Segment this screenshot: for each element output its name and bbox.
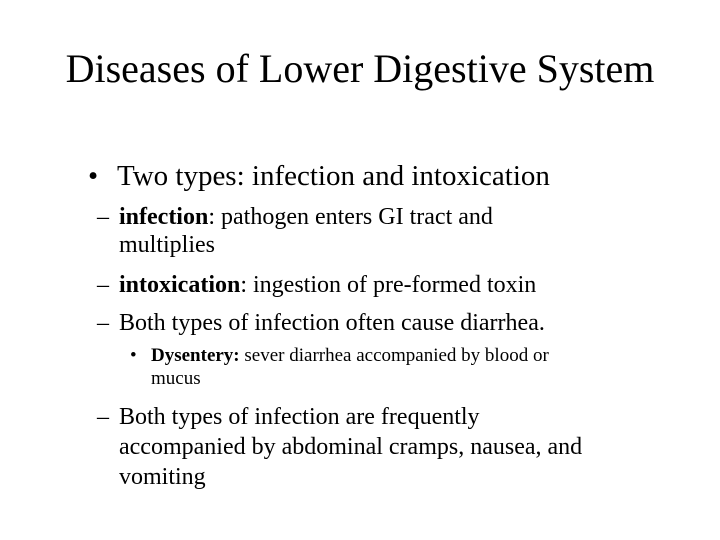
term-infection: infection	[119, 204, 209, 230]
subsub-bullet-dysentery-line1	[151, 344, 549, 367]
sub-bullet-intoxication	[119, 270, 536, 300]
sub-bullet-diarrhea: Both types of infection often cause diarrhea.	[119, 310, 545, 336]
infection-definition: : pathogen enters GI tract and	[208, 204, 493, 230]
sub-bullet-marker: –	[97, 310, 109, 336]
sub-bullet-symptoms-line2: accompanied by abdominal cramps, nausea, and	[119, 434, 583, 460]
subsub-bullet-marker: •	[130, 345, 137, 366]
sub-bullet-symptoms-line3: vomiting	[119, 464, 206, 490]
dysentery-definition: sever diarrhea accompanied by blood or	[239, 345, 549, 366]
sub-bullet-symptoms-line1: Both types of infection are frequently	[119, 404, 480, 430]
bullet-text: Two types: infection and intoxication	[117, 160, 550, 192]
slide-title: Diseases of Lower Digestive System	[65, 46, 655, 91]
sub-bullet-marker: –	[97, 272, 109, 298]
sub-bullet-marker: –	[97, 404, 109, 430]
sub-bullet-marker: –	[97, 204, 109, 230]
bullet-marker: •	[88, 160, 99, 192]
dysentery-definition-cont: mucus	[151, 368, 201, 389]
sub-bullet-infection-line1	[119, 202, 493, 232]
infection-definition-cont: multiplies	[119, 232, 215, 258]
intoxication-definition: : ingestion of pre-formed toxin	[240, 272, 537, 298]
term-intoxication: intoxication	[119, 272, 241, 298]
term-dysentery: Dysentery:	[151, 345, 240, 366]
